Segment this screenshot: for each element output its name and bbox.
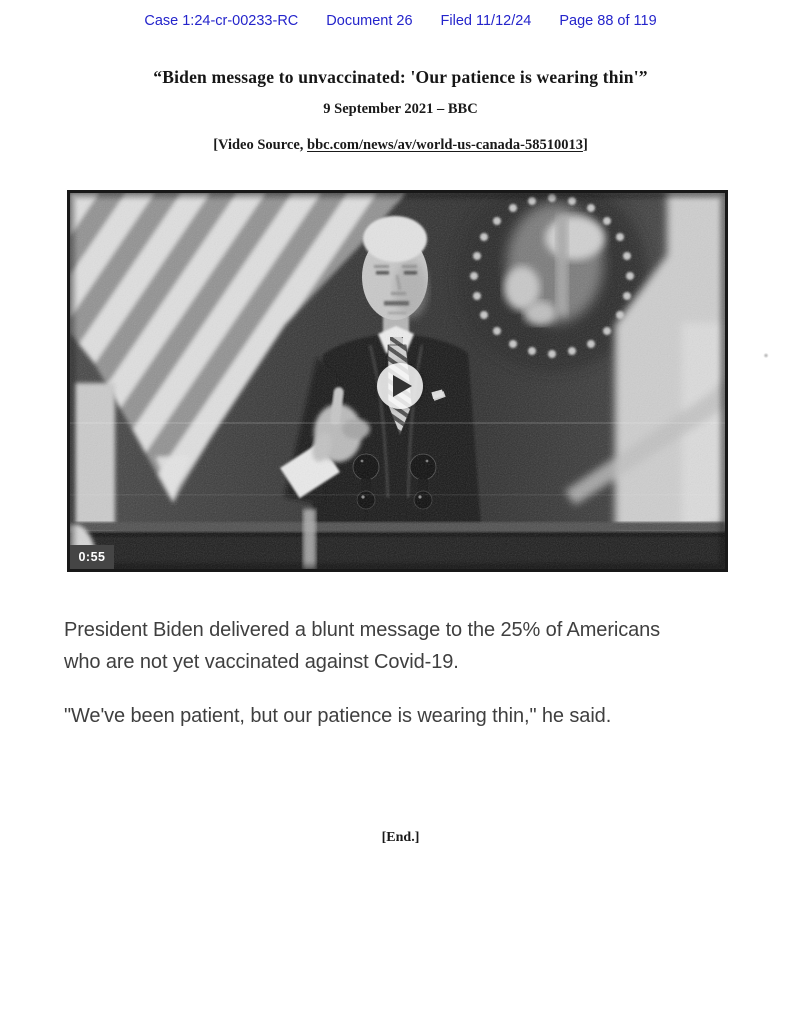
article-paragraph-1 — [64, 614, 744, 678]
document-number: Document 26 — [326, 13, 413, 29]
case-number: Case 1:24-cr-00233-RC — [144, 13, 299, 29]
video-still-frame — [67, 190, 728, 572]
court-filing-stamp — [0, 13, 801, 29]
page-number: Page 88 of 119 — [559, 13, 657, 29]
play-button[interactable] — [377, 363, 423, 409]
end-marker: [End.] — [381, 830, 420, 845]
article-title: “Biden message to unvaccinated: 'Our patience is wearing thin'” — [153, 67, 648, 87]
video-source-url: bbc.com/news/av/world-us-canada-58510013 — [307, 137, 583, 153]
filed-date: Filed 11/12/24 — [440, 13, 532, 29]
video-source-prefix: [Video Source, — [213, 137, 308, 153]
scan-artifact — [763, 353, 769, 358]
play-icon — [393, 375, 412, 397]
video-source-line — [0, 137, 801, 154]
paragraph-1-line-2: who are not yet vaccinated against Covid-19. — [64, 651, 459, 673]
paragraph-1-line-1: President Biden delivered a blunt message to the 25% of Americans — [64, 619, 661, 641]
article-dateline: 9 September 2021 – BBC — [323, 101, 478, 117]
video-source-suffix: ] — [582, 137, 588, 153]
video-timestamp-badge — [70, 545, 114, 569]
video-timestamp: 0:55 — [78, 550, 106, 564]
article-paragraph-2: "We've been patient, but our patience is wearing thin," he said. — [64, 705, 612, 727]
